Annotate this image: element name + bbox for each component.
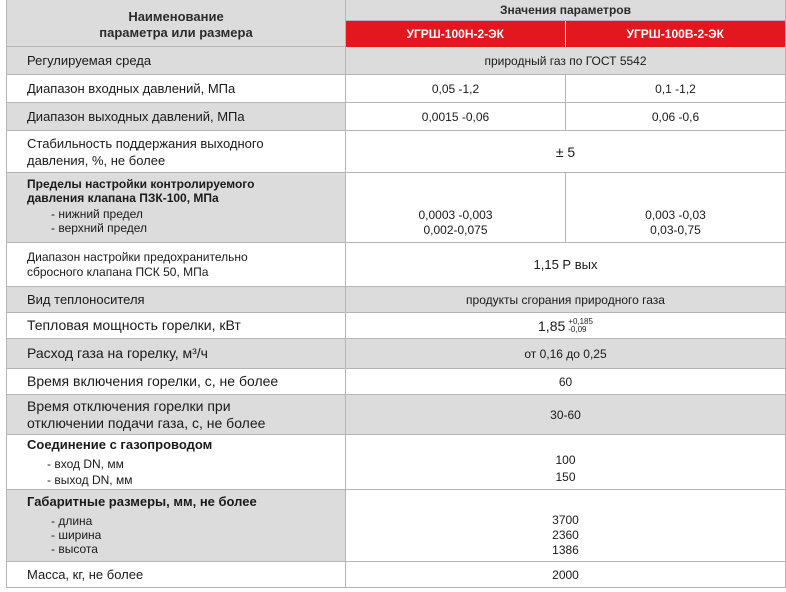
row-sub-label: - вход DN, мм [47,457,124,471]
row-name: Тепловая мощность горелки, кВт [6,313,346,339]
row-name: Вид теплоносителя [6,287,346,313]
row-value-1: 0,0015 -0,06 [346,103,566,131]
row-value: ± 5 [346,131,786,173]
row-value-2: 0,1 -1,2 [566,75,786,103]
row-name: Время включения горелки, с, не более [6,369,346,395]
row-name-line: Пределы настройки контролируемого [27,177,255,191]
row-name-line: Соединение с газопроводом [27,437,213,452]
row-value-1: 0,05 -1,2 [346,75,566,103]
row-value: продукты сгорания природного газа [346,287,786,313]
power-value: 1,85 [538,317,566,334]
row-value: природный газ по ГОСТ 5542 [346,47,786,75]
row-name: Масса, кг, не более [6,562,346,588]
table-row [6,131,786,173]
row-value: 2000 [346,562,786,588]
row-value: 3700 2360 1386 [346,490,786,562]
row-value [346,313,786,339]
header-values-cell [346,0,786,47]
table-row [6,435,786,490]
row-name-line: Время отключения горелки при [27,397,231,414]
row-value-2: 0,06 -0,6 [566,103,786,131]
row-name-line: давления клапана ПЗК-100, МПа [27,191,219,205]
row-sub-label: - выход DN, мм [47,473,133,487]
row-sub-label: - верхний предел [51,221,148,235]
row-name-line: Диапазон настройки предохранительно [27,249,248,264]
table-row [6,103,786,131]
row-value: 30-60 [346,395,786,435]
row-value: 1,15 Р вых [346,243,786,287]
row-name-line: Стабильность поддержания выходного [27,135,264,151]
row-sub-label: - ширина [51,528,102,542]
table-row [6,562,786,588]
header-col-1: УГРШ-100Н-2-ЭК [346,21,566,47]
row-name-line: сбросного клапана ПСК 50, МПа [27,264,209,279]
table-row [6,395,786,435]
table-row [6,339,786,369]
header-name-cell [6,0,346,47]
header-name-line-2: параметра или размера [99,25,253,40]
table-header [6,0,786,47]
power-tolerance-plus: +0,185 [568,316,593,326]
row-value: 60 [346,369,786,395]
power-tolerance-minus: -0,09 [568,324,587,334]
table-row [6,313,786,339]
row-sub-label: - высота [51,542,98,556]
header-name-line-1: Наименование [128,9,224,24]
table-row [6,47,786,75]
parameters-table [6,0,786,592]
row-name-line: отключении подачи газа, с, не более [27,414,266,431]
row-name: Регулируемая среда [6,47,346,75]
row-name-line: давления, %, не более [27,152,166,168]
row-name [6,173,346,243]
row-name: Диапазон входных давлений, МПа [6,75,346,103]
table-row [6,243,786,287]
table-row [6,287,786,313]
row-name [6,435,346,490]
row-name [6,490,346,562]
table-row [6,490,786,562]
table-row [6,75,786,103]
table-row [6,369,786,395]
row-value: 100 150 [346,435,786,490]
row-name [6,243,346,287]
table-row [6,173,786,243]
row-sub-label: - нижний предел [51,207,143,221]
row-name [6,131,346,173]
row-name: Расход газа на горелку, м³/ч [6,339,346,369]
row-name [6,395,346,435]
row-name-line: Габаритные размеры, мм, не более [27,494,257,509]
row-value: от 0,16 до 0,25 [346,339,786,369]
header-values-title: Значения параметров [346,0,785,21]
row-sub-label: - длина [51,514,93,528]
row-value-1: 0,0003 -0,003 0,002-0,075 [346,173,566,243]
row-value-2: 0,003 -0,03 0,03-0,75 [566,173,786,243]
header-col-2: УГРШ-100В-2-ЭК [566,21,786,47]
row-name: Диапазон выходных давлений, МПа [6,103,346,131]
